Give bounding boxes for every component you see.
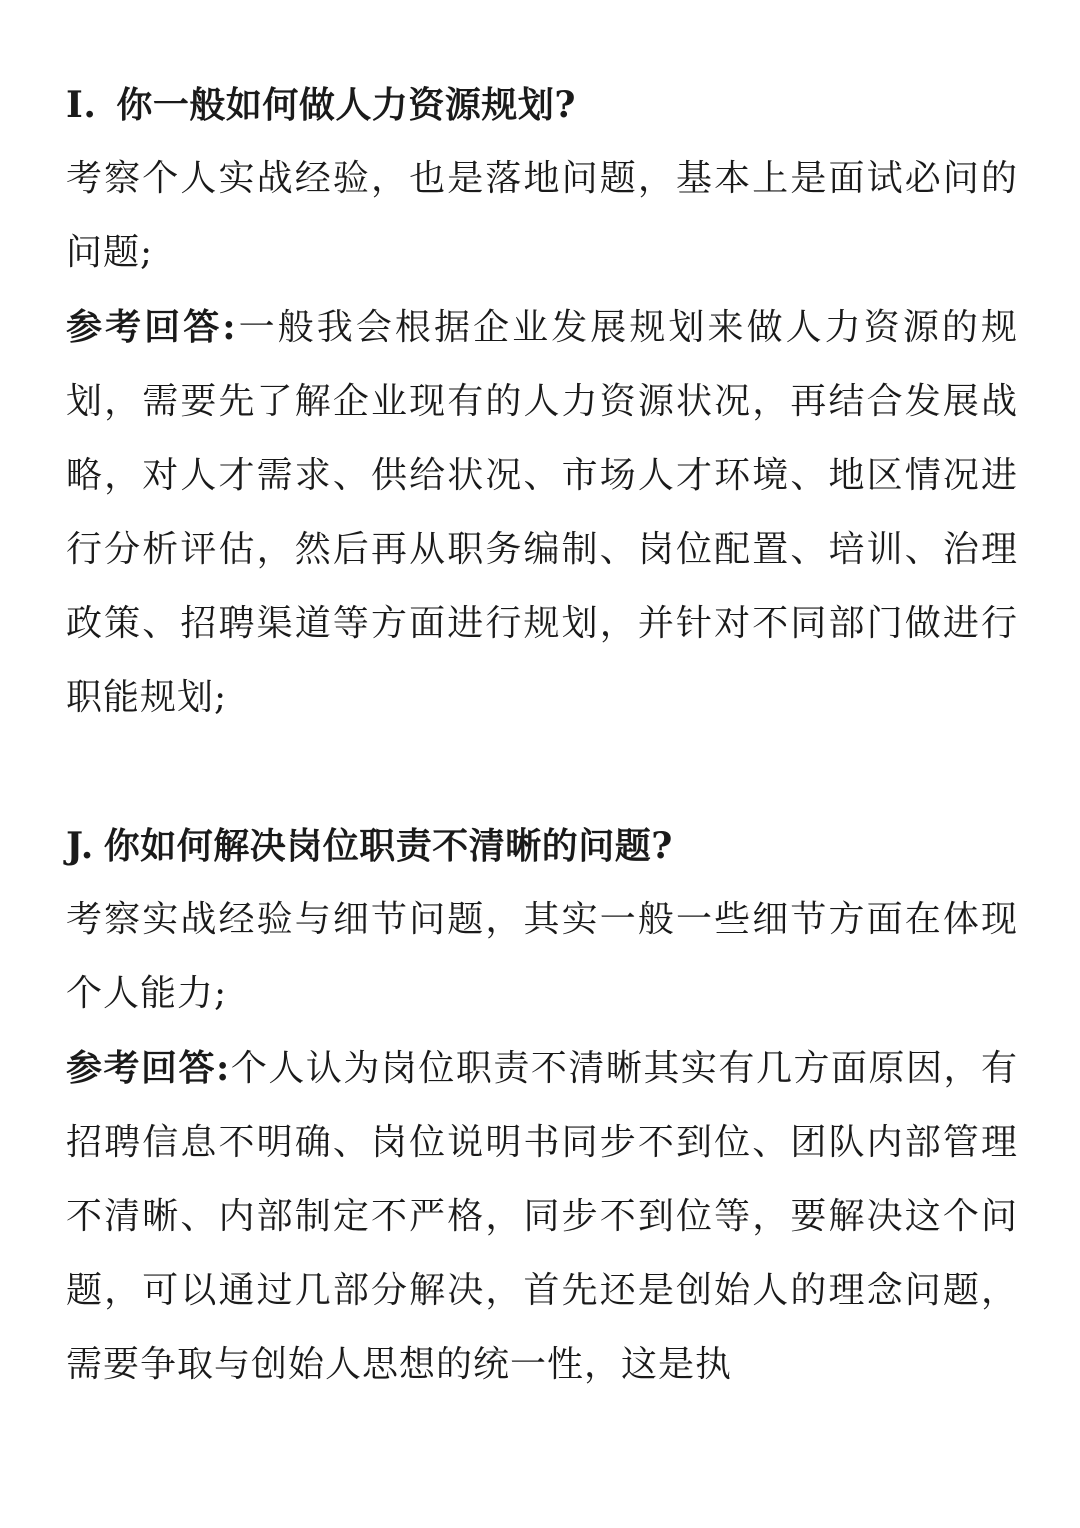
question-text: 你如何解决岗位职责不清晰的问题? <box>103 825 673 867</box>
reference-answer <box>66 290 1018 735</box>
question-heading <box>66 809 1018 883</box>
answer-text: 一般我会根据企业发展规划来做人力资源的规划，需要先了解企业现有的人力资源状况，再结合发展战略，对人才需求、供给状况、市场人才环境、地区情况进行分析评估，然后再从职务编制、岗位配置、培训、治理政策、招聘渠道等方面进行规划，并针对不同部门做进行职能规划; <box>66 307 1018 718</box>
section-spacer <box>66 735 1018 809</box>
qa-section-j <box>66 809 1018 1402</box>
answer-label: 参考回答: <box>66 1047 231 1089</box>
qa-section-i <box>66 68 1018 735</box>
question-label: J. <box>66 825 94 867</box>
reference-answer <box>66 1031 1018 1402</box>
question-heading <box>66 68 1018 142</box>
question-text: 你一般如何做人力资源规划? <box>116 84 576 126</box>
question-purpose: 考察实战经验与细节问题，其实一般一些细节方面在体现个人能力; <box>66 899 1018 1014</box>
question-purpose: 考察个人实战经验，也是落地问题，基本上是面试必问的问题; <box>66 158 1018 273</box>
answer-label: 参考回答: <box>66 306 237 348</box>
question-label: I. <box>66 84 97 126</box>
article-body <box>66 68 1018 1402</box>
answer-text: 个人认为岗位职责不清晰其实有几方面原因，有招聘信息不明确、岗位说明书同步不到位、团队内部管理不清晰、内部制定不严格，同步不到位等，要解决这个问题，可以通过几部分解决，首先还是创始人的理念问题，需要争取与创始人思想的统一性，这是执 <box>66 1048 1018 1385</box>
